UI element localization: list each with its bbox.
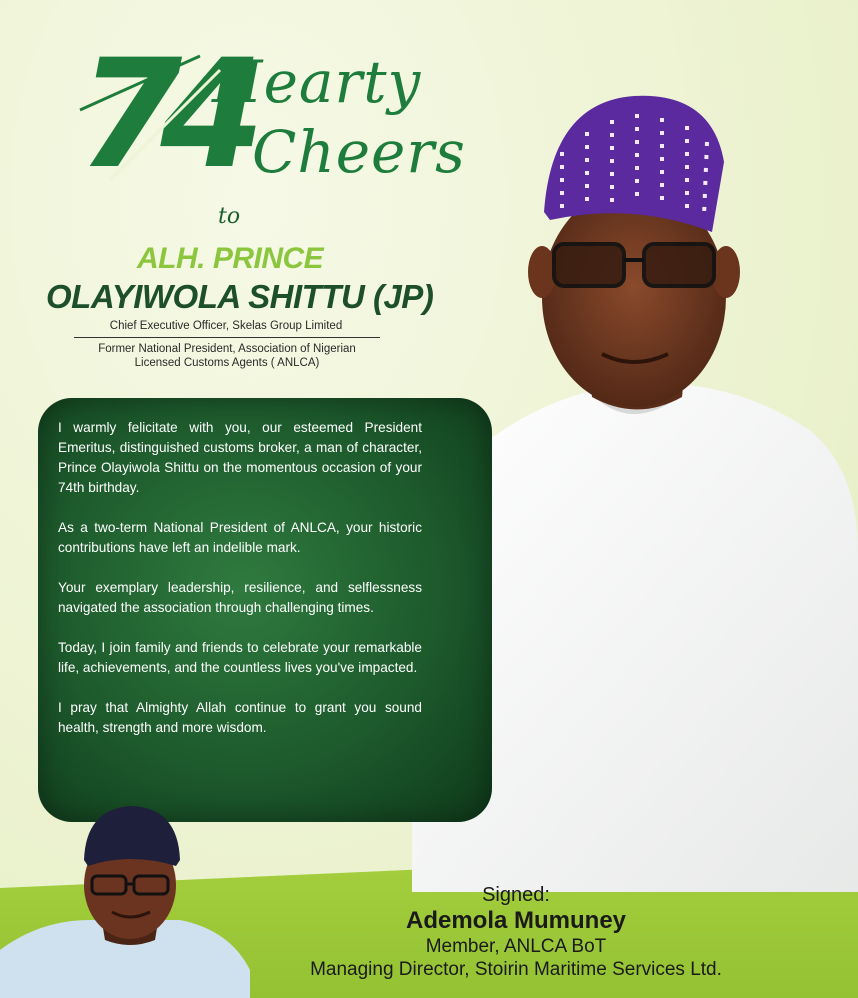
age-number: 74 — [78, 28, 243, 202]
message-paragraph: I pray that Almighty Allah continue to grant you sound health, strength and more wisdom. — [58, 700, 422, 735]
celebrant-role-primary: Chief Executive Officer, Skelas Group Limited — [109, 320, 343, 332]
signature-block — [248, 884, 784, 982]
celebrant-name: OLAYIWOLA SHITTU (JP) — [46, 278, 434, 315]
signer-name: Ademola Mumuney — [405, 907, 627, 934]
message-paragraph: I warmly felicitate with you, our esteemed President Emeritus, distinguished customs broker, a man of character, Prince Olayiwola Shittu on the momentous occasion of your 74th birthday. — [58, 420, 422, 495]
signed-label: Signed: — [482, 884, 550, 906]
celebrant-title: ALH. PRINCE — [137, 242, 324, 275]
signer-portrait — [0, 800, 250, 998]
signer-position-1: Member, ANLCA BoT — [425, 936, 607, 957]
message-paragraph: As a two-term National President of ANLCA, your historic contributions have left an indelible mark. — [58, 520, 422, 555]
cheers-script: Cheers — [252, 118, 466, 186]
signer-position-2: Managing Director, Stoirin Maritime Services Ltd. — [310, 959, 722, 980]
celebrant-role-secondary: Former National President, Association of Nigerian Licensed Customs Agents ( ANLCA) — [98, 343, 356, 369]
to-script: to — [218, 204, 241, 229]
message-text — [58, 418, 422, 758]
message-paragraph: Your exemplary leadership, resilience, and selflessness navigated the association through challenging times. — [58, 580, 422, 615]
hearty-script: Hearty — [212, 48, 422, 116]
message-paragraph: Today, I join family and friends to celebrate your remarkable life, achievements, and the countless lives you've impacted. — [58, 640, 422, 675]
divider — [74, 337, 380, 338]
